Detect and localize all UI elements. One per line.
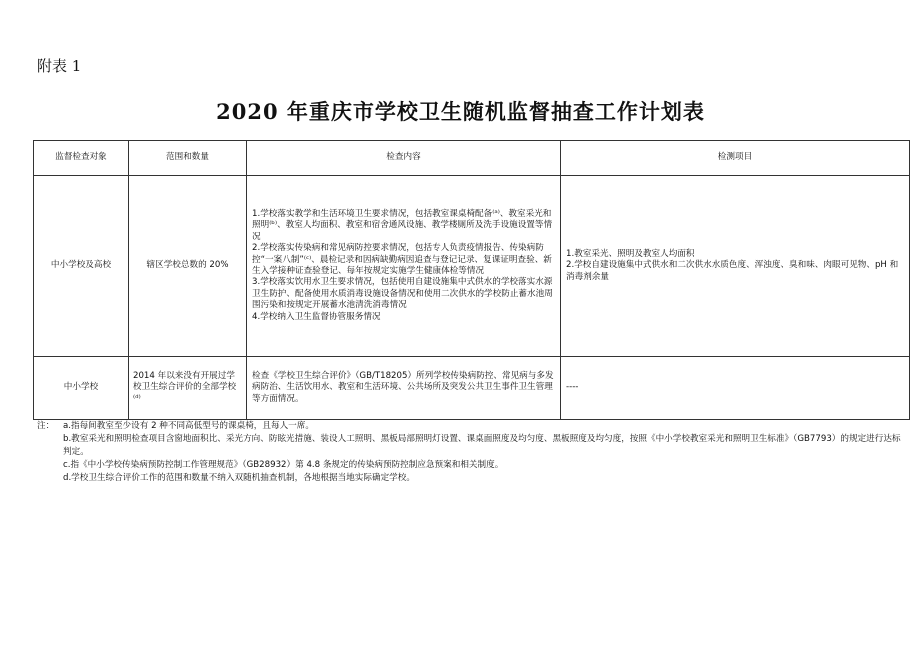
content-line: 1.学校落实教学和生活环境卫生要求情况，包括教室课桌椅配备⁽ᵃ⁾、教室采光和照明⁽ᵇ⁾、教室人均面积、教室和宿舍通风设施、教学楼厕所及洗手设施设置等情况 bbox=[252, 208, 553, 242]
header-content: 检查内容 bbox=[247, 141, 561, 176]
cell-scope: 辖区学校总数的 20% bbox=[129, 176, 247, 357]
content-line: 3.学校落实饮用水卫生要求情况，包括使用自建设施集中式供水的学校落实水源卫生防护、配备使用水质消毒设施设备情况和使用二次供水的学校防止蓄水池周围污染和按规定开展蓄水池清洗消毒情况 bbox=[252, 277, 553, 311]
note-item: c.指《中小学校传染病预防控制工作管理规范》（GB28932）第 4.8 条规定的传染病预防控制应急预案和相关制度。 bbox=[63, 459, 504, 470]
cell-content bbox=[247, 357, 561, 420]
cell-scope: 2014 年以来没有开展过学校卫生综合评价的全部学校⁽ᵈ⁾ bbox=[129, 357, 247, 420]
cell-target: 中小学校及高校 bbox=[34, 176, 129, 357]
header-scope: 范围和数量 bbox=[129, 141, 247, 176]
note-item: d.学校卫生综合评价工作的范围和数量不纳入双随机抽查机制，各地根据当地实际确定学校。 bbox=[63, 472, 415, 483]
header-target: 监督检查对象 bbox=[34, 141, 129, 176]
content-line: 检查《学校卫生综合评价》（GB/T18205）所列学校传染病防控、常见病与多发病防治、生活饮用水、教室和生活环境、公共场所及突发公共卫生事件卫生管理等方面情况。 bbox=[252, 370, 554, 404]
inspection-plan-table bbox=[33, 140, 910, 420]
table-row bbox=[34, 176, 910, 357]
notes-section bbox=[37, 420, 909, 484]
content-line: 4.学校纳入卫生监督协管服务情况 bbox=[252, 311, 381, 322]
document-title: 2020 年重庆市学校卫生随机监督抽查工作计划表 bbox=[216, 99, 705, 124]
appendix-label: 附表 1 bbox=[37, 57, 82, 75]
note-item: a.指每间教室至少设有 2 种不同高低型号的课桌椅，且每人一席。 bbox=[63, 421, 314, 431]
cell-test-items: ---- bbox=[561, 357, 910, 420]
test-line: 2.学校自建设施集中式供水和二次供水水质色度、浑浊度、臭和味、肉眼可见物、pH 和消毒剂余量 bbox=[566, 260, 899, 282]
content-line: 2.学校落实传染病和常见病防控要求情况，包括专人负责疫情报告、传染病防控“一案八制”⁽ᶜ⁾、晨检记录和因病缺勤病因追查与登记记录、复课证明查验、新生入学接种证查验登记、每年按规定实施学生健康体检等情况 bbox=[252, 243, 552, 276]
note-item: b.教室采光和照明检查项目含窗地面积比、采光方向、防眩光措施、装设人工照明、黑板局部照明灯设置、课桌面照度及均匀度、黑板照度及均匀度，按照《中小学校教室采光和照明卫生标准》（GB7793）的规定进行达标判定。 bbox=[63, 433, 901, 457]
cell-target: 中小学校 bbox=[34, 357, 129, 420]
test-line: 1.教室采光、照明及教室人均面积 bbox=[566, 248, 695, 259]
notes-label: 注： bbox=[37, 421, 55, 431]
table-header-row bbox=[34, 141, 910, 176]
cell-content bbox=[247, 176, 561, 357]
table-row bbox=[34, 357, 910, 420]
header-test: 检测项目 bbox=[561, 141, 910, 176]
cell-test-items bbox=[561, 176, 910, 357]
